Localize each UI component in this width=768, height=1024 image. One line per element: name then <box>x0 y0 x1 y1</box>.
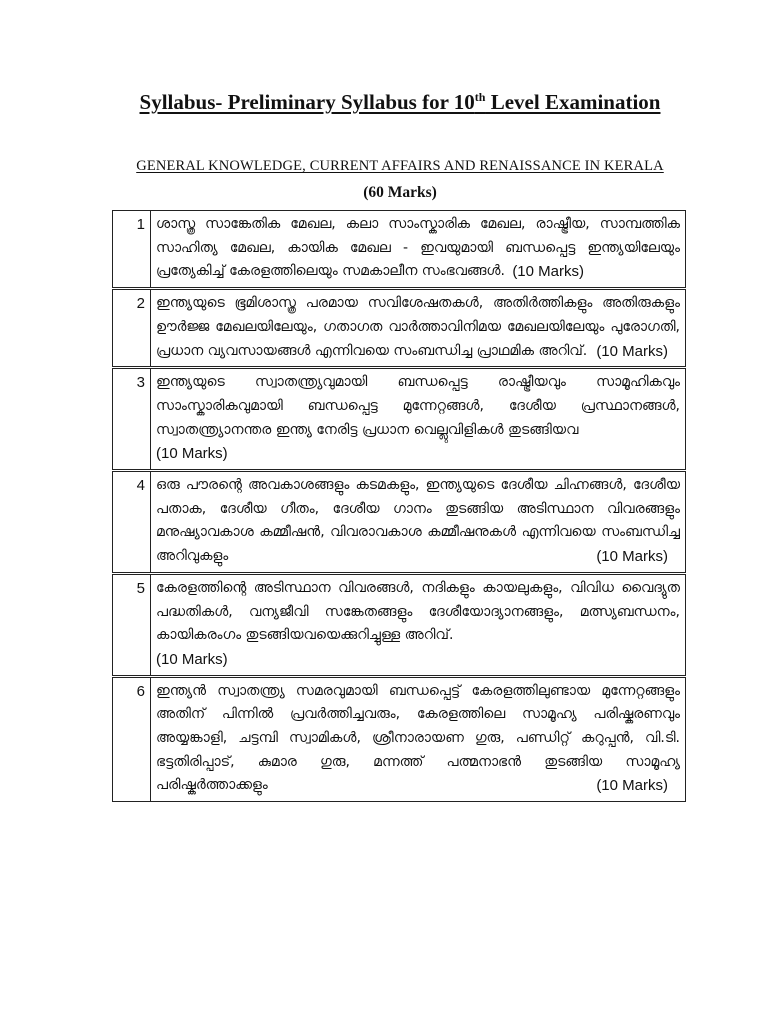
item-text: ഇന്ത്യൻ സ്വാതന്ത്ര്യ സമരവുമായി ബന്ധപ്പെട്ട് കേരളത്തിലുണ്ടായ മുന്നേറ്റങ്ങളും അതിന് പിന്നിൽ പ്രവർത്തിച്ചവരും, കേരളത്തിലെ സാമൂഹ്യ പരിഷ്കരണവും അയ്യങ്കാളി, ചട്ടമ്പി സ്വാമികൾ, ശ്രീനാരായണ ഗുരു, പണ്ഡിറ്റ് കറുപ്പൻ, വി.ടി. ഭട്ടതിരിപ്പാട്, കുമാര ഗുരു, മന്നത്ത് പത്മനാഭൻ തുടങ്ങിയ സാമൂഹ്യ പരിഷ്കർത്താക്കളും <box>156 682 680 794</box>
table-row <box>113 289 686 368</box>
table-row <box>113 211 686 289</box>
item-description <box>156 292 680 363</box>
item-number: 5 <box>113 573 151 676</box>
item-number: 6 <box>113 676 151 802</box>
section-heading: GENERAL KNOWLEDGE, CURRENT AFFAIRS AND RENAISSANCE IN KERALA <box>136 158 664 174</box>
item-text: ഇന്ത്യയുടെ സ്വാതന്ത്ര്യവുമായി ബന്ധപ്പെട്ട രാഷ്ട്രീയവും സാമൂഹികവും സാംസ്കാരികവുമായി ബന്ധപ്പെട്ട മുന്നേറ്റങ്ങൾ, ദേശീയ പ്രസ്ഥാനങ്ങൾ, സ്വാതന്ത്ര്യാനന്തര ഇന്ത്യ നേരിട്ട പ്രധാന വെല്ലുവിളികൾ തുടങ്ങിയവ <box>156 374 680 438</box>
item-text: കേരളത്തിന്റെ അടിസ്ഥാന വിവരങ്ങൾ, നദികളും കായലുകളും, വിവിധ വൈദ്യുത പദ്ധതികൾ, വന്യജീവി സങ്കേതങ്ങളും ദേശീയോദ്യാനങ്ങളും, മത്സ്യബന്ധനം, കായികരംഗം തുടങ്ങിയവയെക്കുറിച്ചുള്ള അറിവ്. <box>156 579 680 644</box>
item-number: 2 <box>113 289 151 368</box>
item-description <box>156 577 680 672</box>
item-description <box>156 213 680 284</box>
section-total-marks: (60 Marks) <box>363 184 437 201</box>
title-tail-text: Level Examination <box>485 90 661 114</box>
item-content <box>151 368 686 471</box>
title-main-text: Syllabus- Preliminary Syllabus for 10 <box>139 90 475 114</box>
title-superscript: th <box>474 90 486 104</box>
item-number: 1 <box>113 211 151 289</box>
syllabus-table <box>112 210 686 802</box>
item-text: ഒരു പൗരന്റെ അവകാശങ്ങളും കടമകളും, ഇന്ത്യയുടെ ദേശീയ ചിഹ്നങ്ങൾ, ദേശീയ പതാക, ദേശീയ ഗീതം, ദേശീയ ഗാനം തുടങ്ങിയ അടിസ്ഥാന വിവരങ്ങളും മനുഷ്യാവകാശ കമ്മീഷൻ, വിവരാവകാശ കമ്മീഷനുകൾ എന്നിവയെ സംബന്ധിച്ച അറിവുകളും <box>156 477 680 565</box>
table-row <box>113 368 686 471</box>
item-content <box>151 289 686 368</box>
item-description <box>156 474 680 569</box>
item-marks: (10 Marks) <box>596 548 668 566</box>
table-row <box>113 573 686 676</box>
item-content <box>151 471 686 574</box>
item-description <box>156 371 680 466</box>
table-row <box>113 676 686 802</box>
page-title <box>0 90 768 115</box>
item-description <box>156 680 680 799</box>
table-row <box>113 471 686 574</box>
item-number: 4 <box>113 471 151 574</box>
item-marks: (10 Marks) <box>156 445 228 463</box>
item-content <box>151 211 686 289</box>
item-text: ഇന്ത്യയുടെ ഭൂമിശാസ്ത്ര പരമായ സവിശേഷതകൾ, അതിർത്തികളും അതിരുകളും ഊർജ്ജ മേഖലയിലേയും, ഗതാഗത വാർത്താവിനിമയ മേഖലയിലേയും പുരോഗതി, പ്രധാന വ്യവസായങ്ങൾ എന്നിവയെ സംബന്ധിച്ച പ്രാഥമിക അറിവ്. <box>156 295 680 359</box>
item-marks: (10 Marks) <box>596 342 668 360</box>
item-content <box>151 676 686 802</box>
item-text: ശാസ്ത്ര സാങ്കേതിക മേഖല, കലാ സാംസ്കാരിക മേഖല, രാഷ്ട്രീയ, സാമ്പത്തിക സാഹിത്യ മേഖല, കായിക മേഖല - ഇവയുമായി ബന്ധപ്പെട്ട ഇന്ത്യയിലേയും പ്രത്യേകിച്ച് കേരളത്തിലെയും സമകാലീന സംഭവങ്ങൾ. <box>156 216 680 280</box>
item-number: 3 <box>113 368 151 471</box>
item-content <box>151 573 686 676</box>
item-marks: (10 Marks) <box>596 777 668 795</box>
item-marks: (10 Marks) <box>512 263 584 281</box>
item-marks: (10 Marks) <box>156 650 228 668</box>
